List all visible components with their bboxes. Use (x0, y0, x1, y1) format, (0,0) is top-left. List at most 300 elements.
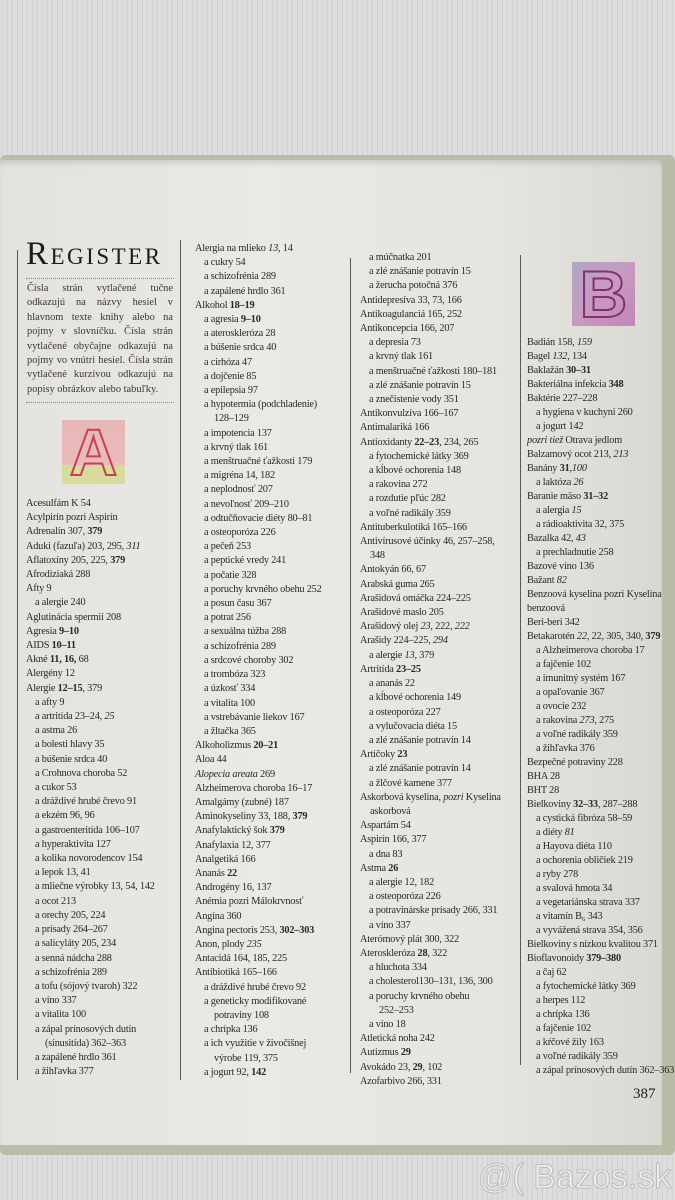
entry-text: 379 (292, 811, 308, 823)
index-entry (360, 322, 501, 336)
entry-text: a rozdutie pľúc 282 (369, 493, 446, 505)
entry-text: 235 (246, 938, 262, 950)
index-subentry (195, 1066, 322, 1080)
index-subentry (26, 710, 155, 724)
index-subentry (527, 826, 674, 840)
entry-text: a chrípka 136 (536, 1009, 590, 1020)
index-subentry (360, 677, 501, 691)
index-subentry (195, 256, 322, 270)
entry-text: a bolesti hlavy 35 (35, 739, 105, 751)
index-entry (527, 588, 674, 602)
entry-text: Adrenalín 307, (26, 526, 88, 538)
entry-text: a múčnatka 201 (369, 252, 432, 263)
entry-text: 26 (388, 862, 399, 874)
entry-text: a alergie 240 (35, 597, 86, 609)
entry-continuation: askorbová (370, 805, 411, 817)
entry-text: Aduki (fazuľa) 203, 295, (26, 540, 127, 552)
index-subentry (527, 406, 674, 420)
entry-text: a menštruačné ťažkosti 179 (204, 456, 313, 468)
entry-text: Aterómový plát 300, 322 (360, 933, 459, 945)
index-entry (195, 867, 322, 881)
divider (26, 402, 174, 403)
index-entry (26, 611, 155, 625)
index-entry (360, 947, 501, 961)
index-subentry (195, 725, 322, 739)
entry-text: 379–380 (586, 953, 621, 964)
entry-text: , 102 (422, 1061, 443, 1073)
entry-text: , 222, (430, 621, 455, 633)
entry-text: a víno 18 (369, 1018, 406, 1030)
index-entry (195, 839, 322, 853)
entry-text: 22 (576, 631, 587, 642)
entry-text: a schizofrénia 289 (204, 271, 276, 283)
entry-text: a žihľavka 376 (536, 743, 595, 754)
index-entry (195, 881, 322, 895)
index-subentry (195, 455, 322, 469)
entry-text: Betakarotén (527, 631, 577, 642)
entry-text: 348 (608, 379, 624, 390)
entry-text: Aspartám 54 (360, 820, 411, 832)
entry-text: Agresia (26, 625, 59, 637)
entry-text: Balzamový ocot 213, (527, 449, 614, 460)
index-subentry (195, 583, 322, 597)
index-subentry (26, 923, 155, 937)
index-entry (26, 625, 155, 639)
entry-text: a orechy 205, 224 (35, 909, 106, 921)
entry-text: a gastroenteritída 106–107 (35, 824, 140, 836)
index-subentry (527, 994, 674, 1008)
entry-text: Antidepresíva 33, 73, 166 (360, 294, 462, 306)
index-entry (360, 1046, 501, 1060)
entry-text: 273 (579, 715, 595, 726)
index-entry (527, 602, 674, 616)
entry-text: a Crohnova choroba 52 (35, 767, 128, 779)
entry-text: a vitamín B₆ 343 (536, 911, 603, 922)
index-subentry (195, 668, 322, 682)
entry-text: 294 (432, 635, 448, 647)
index-entry (527, 336, 674, 350)
entry-text: a peptické vredy 241 (204, 555, 287, 567)
entry-text: a dráždivé hrubé črevo 91 (35, 796, 137, 808)
entry-text: 15 (571, 505, 582, 516)
entry-text: Acylpirín pozri Aspirín (26, 512, 118, 524)
index-entry (360, 1061, 501, 1075)
entry-text: a zlé znášanie potravín 14 (369, 734, 471, 746)
entry-text: 132 (552, 351, 568, 362)
index-entry (527, 462, 674, 476)
entry-text: a ekzém 96, 96 (35, 810, 95, 822)
entry-text: a poruchy krvného obehu (369, 990, 470, 1002)
index-entry (360, 308, 501, 322)
entry-text: a diéty (536, 827, 565, 838)
entry-text: Astma (360, 862, 389, 874)
entry-text: a vegetariánska strava 337 (536, 897, 640, 908)
entry-text: a zápal prínosových dutín 362–363 (536, 1065, 675, 1076)
entry-text: a fytochemické látky 369 (536, 981, 636, 992)
letter-a-illustration (62, 420, 125, 484)
entry-text: 81 (564, 827, 575, 838)
entry-text: a zlé znášanie potravín 15 (369, 266, 471, 278)
entry-continuation: (sínusitída) 362–363 (45, 1037, 126, 1049)
index-entry (360, 563, 501, 577)
entry-text: a krvný tlak 161 (204, 441, 269, 453)
index-entry (527, 350, 674, 364)
index-subentry (195, 654, 322, 668)
entry-text: , 134 (567, 351, 587, 362)
index-subentry (195, 512, 322, 526)
index-entry (195, 242, 322, 256)
entry-text: a hypotermia (podchladenie) (204, 399, 317, 411)
entry-text: a laktóza (536, 477, 574, 488)
entry-text: Analgetiká 166 (195, 853, 256, 865)
column-rule (17, 250, 18, 1080)
entry-text: a voľné radikály 359 (369, 507, 451, 519)
entry-text: 11, 16, (49, 654, 77, 666)
entry-text: a počatie 328 (204, 569, 257, 581)
index-entry (527, 490, 674, 504)
index-subentry (195, 682, 322, 696)
entry-text: Baktérie 227–228 (527, 393, 598, 404)
index-subentry (527, 854, 674, 868)
index-entry (195, 938, 322, 952)
index-entry (527, 616, 674, 630)
entry-text: a chrípka 136 (204, 1024, 258, 1036)
entry-text: a osteoporóza 226 (204, 527, 276, 539)
entry-text: Antibiotiká 165–166 (195, 967, 277, 979)
index-subentry (360, 848, 501, 862)
entry-text: , 275 (594, 715, 615, 726)
index-subentry (26, 952, 155, 966)
entry-text: a fajčenie 102 (536, 659, 591, 670)
index-subentry (195, 1023, 322, 1037)
entry-text: Bakteriálna infekcia (527, 379, 609, 390)
entry-text: 9–10 (59, 625, 79, 637)
index-subentry (360, 379, 501, 393)
index-subentry (26, 895, 155, 909)
entry-continuation: 252–253 (379, 1004, 414, 1016)
entry-text: 30–31 (566, 365, 591, 376)
entry-text: a ovocie 232 (536, 701, 587, 712)
entry-text: Bezpečné potraviny 228 (527, 757, 623, 768)
index-subentry (360, 720, 501, 734)
index-entry (527, 630, 674, 644)
entry-text: 31 (559, 463, 570, 474)
entry-text: Arašidový olej (360, 621, 421, 633)
entry-text: Arabská guma 265 (360, 578, 435, 590)
index-subentry (195, 384, 322, 398)
entry-text: a epilepsia 97 (204, 385, 258, 397)
entry-text: a svalová hmota 34 (536, 883, 613, 894)
index-subentry (360, 279, 501, 293)
index-subentry (26, 852, 155, 866)
index-entry (360, 1075, 501, 1089)
index-subentry (527, 504, 674, 518)
index-entry (527, 798, 674, 812)
index-entry (360, 620, 501, 634)
entry-text: a tofu (sójový tvaroh) 322 (35, 980, 138, 992)
entry-text: Baklažán (527, 365, 567, 376)
index-subentry (26, 1051, 155, 1065)
entry-continuation: potraviny 108 (214, 1009, 269, 1021)
entry-text: a víno 337 (369, 919, 411, 931)
index-entry (26, 682, 155, 696)
entry-text: a Alzheimerova choroba 17 (536, 645, 645, 656)
index-subentry (26, 753, 155, 767)
index-entry (360, 634, 501, 648)
entry-text: , 22, 305, 340, (586, 631, 646, 642)
entry-text: Aspirín 166, 377 (360, 834, 427, 846)
entry-text: 22–23 (414, 436, 440, 448)
entry-text: a voľné radikály 359 (536, 1051, 618, 1062)
entry-text: Angína 360 (195, 910, 242, 922)
index-subentry (360, 251, 501, 265)
index-subentry (360, 990, 501, 1018)
entry-text: Anafylaxia 12, 377 (195, 839, 271, 851)
index-entry (26, 554, 155, 568)
index-subentry (527, 658, 674, 672)
entry-text: 213 (613, 449, 629, 460)
entry-text: a zlé znášanie potravín 14 (369, 763, 471, 775)
entry-text: 379 (110, 554, 126, 566)
entry-text: 13 (268, 243, 279, 254)
entry-text: Amalgámy (zubné) 187 (195, 796, 289, 808)
index-subentry (527, 476, 674, 490)
index-entry (360, 819, 501, 833)
entry-text: a vstrebávanie liekov 167 (204, 711, 305, 723)
entry-text: a artritída 23–24, (35, 711, 105, 723)
entry-text: Antikoncepcia 166, 207 (360, 323, 455, 335)
index-subentry (26, 866, 155, 880)
index-subentry (26, 937, 155, 951)
index-entry (527, 378, 674, 392)
entry-text: a senná nádcha 288 (35, 952, 112, 964)
entry-text: a jogurt 92, (204, 1066, 252, 1078)
entry-text: a zápal prínosových dutín (35, 1023, 137, 1035)
index-subentry (360, 365, 501, 379)
entry-text: a geneticky modifikované (204, 995, 307, 1007)
entry-text: a impotencia 137 (204, 427, 272, 439)
entry-text: 43 (575, 533, 586, 544)
entry-text: a depresia 73 (369, 337, 421, 349)
index-subentry (360, 904, 501, 918)
index-subentry (195, 370, 322, 384)
entry-text: a dojčenie 85 (204, 370, 257, 382)
index-subentry (195, 270, 322, 284)
index-subentry (527, 1022, 674, 1036)
index-subentry (26, 909, 155, 923)
watermark: @( Bazos.sk (478, 1158, 672, 1196)
entry-text: a potrat 256 (204, 612, 251, 624)
index-subentry (527, 868, 674, 882)
entry-text: , 379 (82, 682, 103, 694)
entry-continuation: 128–129 (214, 413, 249, 425)
index-subentry (527, 420, 674, 434)
entry-text: Alergény 12 (26, 668, 75, 680)
index-entry (527, 434, 674, 448)
entry-text: Askorbová kyselina, (360, 791, 444, 803)
index-subentry (527, 1008, 674, 1022)
entry-text: a žerucha potočná 376 (369, 280, 458, 292)
entry-text: a úzkosť 334 (204, 683, 256, 695)
index-subentry (26, 696, 155, 710)
entry-text: a potravinárske prísady 266, 331 (369, 905, 498, 917)
entry-text: 10–11 (51, 640, 76, 652)
entry-text: 28 (417, 947, 428, 959)
index-subentry (26, 795, 155, 809)
intro-text: Čísla strán vytlačené tučne odkazujú na názvy hesiel v hlavnom texte knihy alebo na pojmy v slovníčku. Čísla strán vytlačené obyčajne odkazujú na pojmy vo vnútri hesiel. Čísla strán vytlačené kurzívou odkazujú na popisy obrázkov alebo tabuľky. (27, 283, 173, 395)
entry-text: 23–25 (396, 663, 421, 675)
index-entry (26, 667, 155, 681)
index-entry (195, 910, 322, 924)
entry-text: Arašidové maslo 205 (360, 607, 444, 619)
entry-text: Akné (26, 654, 50, 666)
entry-text: a voľné radikály 359 (536, 729, 618, 740)
index-entry (527, 756, 674, 770)
index-entry (360, 535, 501, 563)
entry-text: a ryby 278 (536, 869, 579, 880)
index-entry (195, 796, 322, 810)
index-subentry (527, 882, 674, 896)
entry-text: a poruchy krvného obehu 252 (204, 583, 322, 595)
entry-text: Atletická noha 242 (360, 1033, 435, 1045)
index-entry (360, 578, 501, 592)
entry-text: Angina pectoris 253, (195, 924, 280, 936)
index-subentry (360, 919, 501, 933)
index-subentry (360, 265, 501, 279)
letter-b-glyph: B (579, 262, 628, 326)
entry-text: a prechladnutie 258 (536, 547, 614, 558)
index-entry (195, 739, 322, 753)
entry-text: 12–15 (57, 682, 83, 694)
entry-text: Autizmus (360, 1047, 401, 1059)
entry-text: 82 (556, 575, 567, 586)
entry-text: a migréna 14, 182 (204, 470, 275, 482)
entry-text: 26 (573, 477, 584, 488)
entry-text: Otrava jedlom (563, 435, 623, 446)
entry-text: a zapálené hrdlo 361 (35, 1051, 117, 1063)
letter-b-illustration (572, 262, 635, 326)
entry-text: Bielkoviny (527, 799, 574, 810)
entry-text: 29 (412, 1061, 423, 1073)
entry-text: , 234, 265 (439, 436, 479, 448)
index-subentry (195, 398, 322, 426)
entry-text: a odtučňovacie diéty 80–81 (204, 512, 313, 524)
index-entry (360, 663, 501, 677)
index-subentry (195, 427, 322, 441)
entry-text: Avokádo 23, (360, 1061, 413, 1073)
index-entry (26, 525, 155, 539)
entry-text: a vitalita 100 (204, 697, 255, 709)
entry-text: AIDS (26, 640, 52, 652)
entry-text: Bazalka 42, (527, 533, 576, 544)
index-subentry (360, 350, 501, 364)
entry-text: Bažant (527, 575, 557, 586)
index-entry (527, 770, 674, 784)
entry-text: 23 (397, 749, 408, 761)
entry-text: Afty 9 (26, 583, 52, 595)
entry-text: a herpes 112 (536, 995, 586, 1006)
entry-text: Alergia na mlieko (195, 243, 269, 254)
index-subentry (26, 1065, 155, 1079)
index-entry (26, 582, 155, 596)
entry-text: a kĺbové ochorenia 149 (369, 692, 461, 704)
entry-text: a kolika novorodencov 154 (35, 853, 143, 865)
index-subentry (527, 700, 674, 714)
index-subentry (360, 961, 501, 975)
entry-text: , 287–288 (597, 799, 638, 810)
entry-text: pozri (443, 791, 464, 803)
index-entry (360, 606, 501, 620)
entry-text: Androgény 16, 137 (195, 882, 272, 894)
index-entry (527, 784, 674, 798)
index-subentry (195, 526, 322, 540)
index-subentry (195, 625, 322, 639)
entry-text: Azofarbivo 266, 331 (360, 1075, 442, 1087)
index-entry (527, 364, 674, 378)
index-entry (360, 933, 501, 947)
entry-text: a menštruačné ťažkosti 180–181 (369, 365, 497, 377)
entry-text: Alkohol (195, 299, 230, 311)
index-subentry (26, 738, 155, 752)
entry-text: pozri tiež (527, 435, 564, 446)
index-subentry (360, 706, 501, 720)
index-subentry (360, 336, 501, 350)
entry-text: , 379 (414, 649, 435, 661)
entry-text: a žlčové kamene 377 (369, 777, 452, 789)
index-subentry (360, 1018, 501, 1032)
entry-text: Antituberkulotiká 165–166 (360, 521, 467, 533)
entry-text: 29 (400, 1047, 411, 1059)
entry-text: Aminokyseliny 33, 188, (195, 811, 293, 823)
index-subentry (195, 327, 322, 341)
index-subentry (360, 777, 501, 791)
entry-text: a vylučovacia diéta 15 (369, 720, 457, 732)
entry-text: Anémia pozri Málokrvnosť (195, 896, 304, 908)
entry-text: 13 (404, 649, 415, 661)
entry-text: , (569, 463, 572, 474)
index-subentry (527, 896, 674, 910)
entry-text: Antikonvulzíva 166–167 (360, 408, 459, 420)
entry-text: a pečeň 253 (204, 541, 251, 553)
index-entry (195, 966, 322, 980)
index-entry (527, 392, 674, 406)
index-subentry (26, 781, 155, 795)
entry-text: Benzoová kyselina pozri Kyselina (527, 589, 662, 600)
entry-text: a afty 9 (35, 696, 65, 708)
entry-text: a neplodnosť 207 (204, 484, 273, 496)
entry-text: a ochorenia obličiek 219 (536, 855, 633, 866)
index-subentry (360, 450, 501, 464)
entry-text: Alergie (26, 682, 58, 694)
index-subentry (195, 483, 322, 497)
entry-text: 23 (420, 621, 431, 633)
index-entry (527, 938, 674, 952)
index-column-2 (195, 242, 322, 1080)
index-entry (527, 560, 674, 574)
index-subentry (527, 980, 674, 994)
index-subentry (195, 341, 322, 355)
entry-text: a cirhóza 47 (204, 356, 252, 368)
entry-text: a astma 26 (35, 725, 78, 737)
entry-text: a lepok 13, 41 (35, 867, 91, 879)
entry-text: 31–32 (583, 491, 609, 502)
index-subentry (26, 824, 155, 838)
index-entry (527, 952, 674, 966)
index-entry (360, 862, 501, 876)
entry-text: 159 (576, 337, 592, 348)
entry-text: 25 (104, 711, 115, 723)
entry-text: 311 (126, 540, 141, 552)
